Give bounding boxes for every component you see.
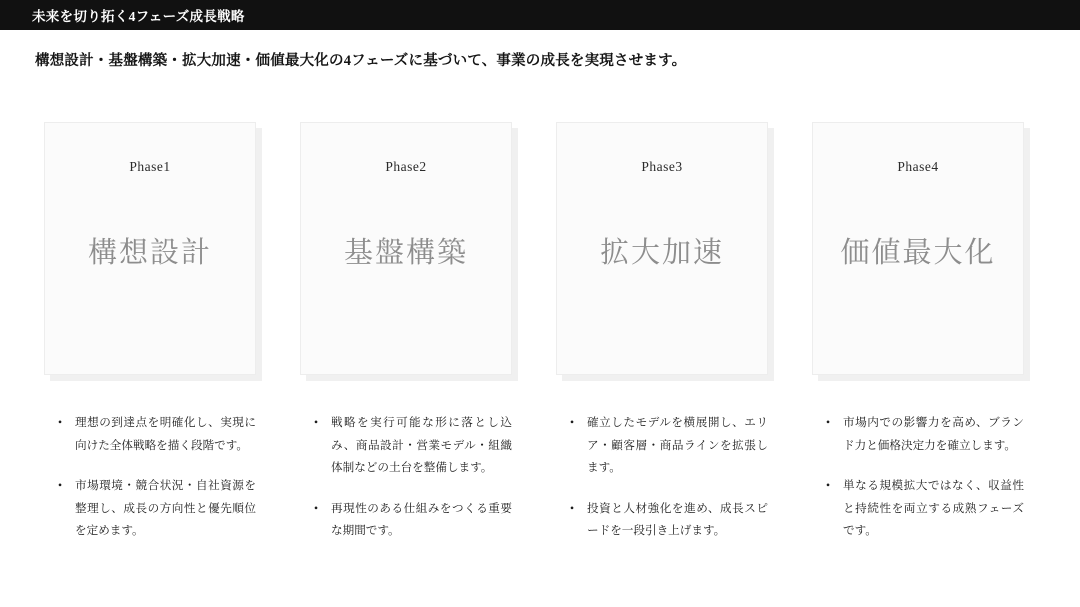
- list-item: • 確立したモデルを横展開し、エリア・顧客層・商品ラインを拡張します。: [566, 412, 768, 480]
- slide-header-bar: [0, 0, 1080, 30]
- list-item: • 投資と人材強化を進め、成長スピードを一段引き上げます。: [566, 498, 768, 543]
- phase-title: 価値最大化: [840, 237, 996, 269]
- phase-column: [300, 122, 512, 561]
- list-item: • 市場環境・競合状況・自社資源を整理し、成長の方向性と優先順位を定めます。: [54, 475, 256, 543]
- phase-bullet-list: [44, 412, 256, 543]
- phase-column: [556, 122, 768, 561]
- phase-label: Phase4: [897, 159, 939, 174]
- phase-title: 拡大加速: [599, 237, 724, 269]
- phase-card: [556, 122, 768, 375]
- phase-bullet-list: [300, 412, 512, 543]
- phase-bullet-list: [556, 412, 768, 543]
- phase-column: [812, 122, 1024, 561]
- phase-card-list: [0, 122, 1080, 561]
- phase-label: Phase3: [641, 159, 683, 174]
- list-item: • 戦略を実行可能な形に落とし込み、商品設計・営業モデル・組織体制などの土台を整備します。: [310, 412, 512, 480]
- phase-label: Phase1: [129, 159, 171, 174]
- phase-title: 構想設計: [87, 237, 212, 269]
- list-item: • 単なる規模拡大ではなく、収益性と持続性を両立する成熟フェーズです。: [822, 475, 1024, 543]
- list-item: • 市場内での影響力を高め、ブランド力と価格決定力を確立します。: [822, 412, 1024, 457]
- phase-column: [44, 122, 256, 561]
- phase-card: [44, 122, 256, 375]
- phase-card: [300, 122, 512, 375]
- list-item: • 理想の到達点を明確化し、実現に向けた全体戦略を描く段階です。: [54, 412, 256, 457]
- phase-label: Phase2: [385, 159, 427, 174]
- page-title: 未来を切り拓く4フェーズ成長戦略: [32, 9, 245, 24]
- phase-title: 基盤構築: [343, 237, 468, 269]
- phase-bullet-list: [812, 412, 1024, 543]
- list-item: • 再現性のある仕組みをつくる重要な期間です。: [310, 498, 512, 543]
- phase-card: [812, 122, 1024, 375]
- lead-paragraph: 構想設計・基盤構築・拡大加速・価値最大化の4フェーズに基づいて、事業の成長を実現させます。: [35, 53, 687, 69]
